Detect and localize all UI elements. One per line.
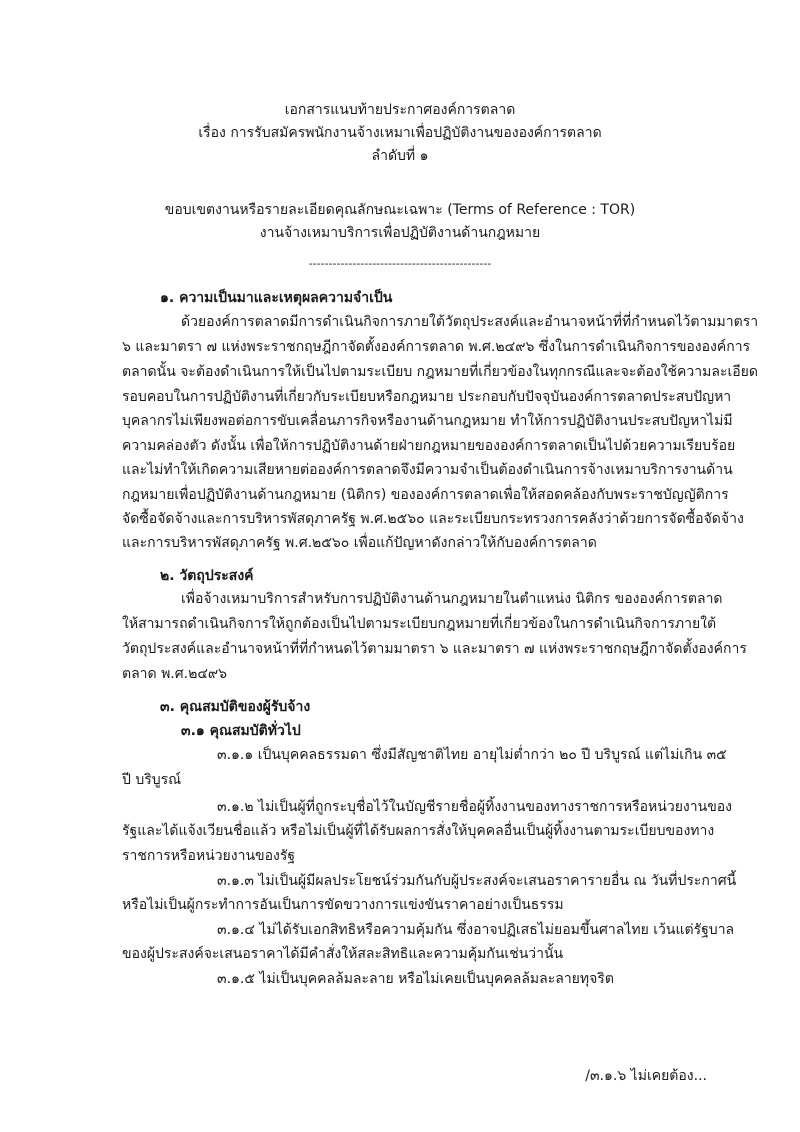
tor-subtitle: งานจ้างเหมาบริการเพื่อปฏิบัติงานด้านกฎหมาย (259, 225, 541, 241)
paragraph-line: จัดซื้อจัดจ้างและการบริหารพัสดุภาครัฐ พ.ศ.๒๕๖๐ และระเบียบกระทรวงการคลังว่าด้วยการจัดซื้อจัดจ้าง (122, 511, 744, 527)
paragraph-line: ๖ และมาตรา ๗ แห่งพระราชกฤษฎีกาจัดตั้งองค์การตลาด พ.ศ.๒๔๙๖ ซึ่งในการดำเนินกิจการขององค์การ (122, 339, 751, 355)
list-item: ๓.๑.๒ ไม่เป็นผู้ที่ถูกระบุชื่อไว้ในบัญชีรายชื่อผู้ทิ้งงานของทางราชการหรือหน่วยงานของ (217, 799, 733, 815)
section3-1-heading: ๓.๑ คุณสมบัติทั่วไป (181, 723, 301, 739)
list-item-continuation: รัฐและได้แจ้งเวียนชื่อแล้ว หรือไม่เป็นผู้ที่ได้รับผลการสั่งให้บุคคลอื่นเป็นผู้ทิ้งงานตามระเบียบของทาง (122, 823, 715, 839)
paragraph-line: กฎหมายเพื่อปฏิบัติงานด้านกฎหมาย (นิติกร) ขององค์การตลาดเพื่อให้สอดคล้องกับพระราชบัญญัติการ (122, 487, 729, 503)
section3-heading: ๓. คุณสมบัติของผู้รับจ้าง (160, 699, 311, 715)
paragraph-line: ให้สามารถดำเนินกิจการให้ถูกต้องเป็นไปตามระเบียบกฎหมายที่เกี่ยวข้องในการดำเนินกิจการภายใต้ (122, 616, 717, 632)
list-item: ๓.๑.๓ ไม่เป็นผู้มีผลประโยชน์ร่วมกันกับผู้ประสงค์จะเสนอราคารายอื่น ณ วันที่ประกาศนี้ (217, 873, 737, 889)
header-line: เอกสารแนบท้ายประกาศองค์การตลาด (284, 102, 516, 118)
list-item-continuation: ของผู้ประสงค์จะเสนอราคาได้มีคำสั่งให้สละสิทธิและความคุ้มกันเช่นว่านั้น (122, 946, 564, 962)
list-item-continuation: หรือไม่เป็นผู้กระทำการอันเป็นการขัดขวางการแข่งขันราคาอย่างเป็นธรรม (122, 897, 564, 913)
paragraph-line: วัตถุประสงค์และอำนาจหน้าที่ที่กำหนดไว้ตามมาตรา ๖ และมาตรา ๗ แห่งพระราชกฤษฎีกาจัดตั้งองค์การ (122, 641, 747, 657)
paragraph-line: ตลาด พ.ศ.๒๔๙๖ (122, 666, 228, 682)
tor-title: ขอบเขตงานหรือรายละเอียดคุณลักษณะเฉพาะ (Terms of Reference : TOR) (164, 202, 636, 218)
header-line: เรื่อง การรับสมัครพนักงานจ้างเหมาเพื่อปฏิบัติงานขององค์การตลาด (198, 125, 602, 141)
header-line: ลำดับที่ ๑ (371, 148, 429, 164)
paragraph-line: และไม่ทำให้เกิดความเสียหายต่อองค์การตลาดจึงมีความจำเป็นต้องดำเนินการจ้างเหมาบริการงานด้าน (122, 462, 733, 478)
paragraph-line: ตลาดนั้น จะต้องดำเนินการให้เป็นไปตามระเบียบ กฎหมายที่เกี่ยวข้องในทุกกรณีและจะต้องใช้ความละเอียด (122, 364, 758, 380)
section2-heading: ๒. วัตถุประสงค์ (160, 568, 254, 584)
divider: ---------------------------------------------- (308, 257, 492, 270)
page-continuation: /๓.๑.๖ ไม่เคยต้อง... (585, 1068, 707, 1084)
list-item: ๓.๑.๕ ไม่เป็นบุคคลล้มละลาย หรือไม่เคยเป็นบุคคลล้มละลายทุจริต (217, 971, 614, 987)
paragraph-line: ความคล่องตัว ดังนั้น เพื่อให้การปฏิบัติงานด้ายฝ่ายกฎหมายขององค์การตลาดเป็นไปด้วยความเรียบร้อย (122, 438, 736, 454)
paragraph-line: และการบริหารพัสดุภาครัฐ พ.ศ.๒๕๖๐ เพื่อแก้ปัญหาดังกล่าวให้กับองค์การตลาด (122, 535, 597, 551)
list-item-continuation: ราชการหรือหน่วยงานของรัฐ (122, 848, 296, 864)
list-item-continuation: ปี บริบูรณ์ (122, 772, 182, 788)
paragraph-line: รอบคอบในการปฏิบัติงานที่เกี่ยวกับระเบียบหรือกฎหมาย ประกอบกับปัจจุบันองค์การตลาดประสบปัญหา (122, 389, 732, 405)
paragraph-line: บุคลากรไม่เพียงพอต่อการขับเคลื่อนภารกิจหรืองานด้านกฎหมาย ทำให้การปฏิบัติงานประสบปัญหาไม่มี (122, 413, 733, 429)
list-item: ๓.๑.๑ เป็นบุคคลธรรมดา ซึ่งมีสัญชาติไทย อายุไม่ต่ำกว่า ๒๐ ปี บริบูรณ์ แต่ไม่เกิน ๓๕ (217, 747, 727, 763)
section1-heading: ๑. ความเป็นมาและเหตุผลความจำเป็น (160, 290, 393, 306)
list-item: ๓.๑.๔ ไม่ได้รับเอกสิทธิหรือความคุ้มกัน ซึ่งอาจปฏิเสธไม่ยอมขึ้นศาลไทย เว้นแต่รัฐบาล (217, 922, 735, 938)
paragraph-line: ด้วยองค์การตลาดมีการดำเนินกิจการภายใต้วัตถุประสงค์และอำนาจหน้าที่ที่กำหนดไว้ตามมาตรา (181, 314, 759, 330)
paragraph-line: เพื่อจ้างเหมาบริการสำหรับการปฏิบัติงานด้านกฎหมายในตำแหน่ง นิติกร ขององค์การตลาด (181, 591, 723, 607)
